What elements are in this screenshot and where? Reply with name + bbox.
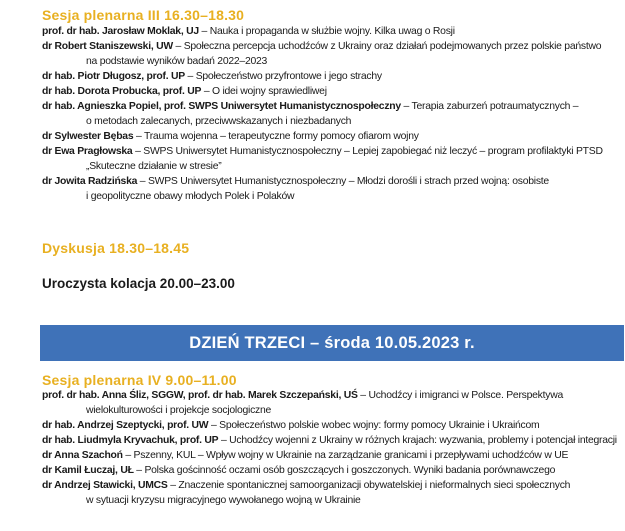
speaker-entry — [42, 84, 622, 99]
talk-title: – SWPS Uniwersytet Humanistycznospołeczny – Lepiej zapobiegać niż leczyć – program profilaktyki PTSD — [132, 146, 603, 157]
speaker-name: dr Anna Szachoń — [42, 450, 123, 461]
session-3-list — [42, 24, 622, 204]
speaker-entry — [42, 144, 622, 174]
talk-title: – Nauka i propaganda w służbie wojny. Kilka uwag o Rosji — [198, 26, 455, 37]
speaker-name: dr Jowita Radzińska — [42, 176, 138, 187]
session-4-title: Sesja plenarna IV 9.00–11.00 — [42, 372, 237, 388]
speaker-name: dr Ewa Pragłowska — [42, 146, 133, 157]
speaker-entry — [42, 24, 622, 39]
talk-title: – Pszenny, KUL – Wpływ wojny w Ukrainie na zarządzanie granicami i przepływami uchodźców w UE — [122, 450, 569, 461]
speaker-entry — [42, 433, 622, 448]
speaker-name: dr Sylwester Bębas — [42, 131, 134, 142]
talk-title: – Uchodźcy wojenni z Ukrainy w różnych krajach: wyzwania, problemy i potencjał integracji — [218, 435, 617, 446]
talk-title-continued: „Skuteczne działanie w stresie” — [86, 161, 222, 172]
talk-title: – Terapia zaburzeń potraumatycznych – — [400, 101, 579, 112]
speaker-entry — [42, 478, 622, 508]
speaker-entry — [42, 418, 622, 433]
talk-title-continued: o metodach zalecanych, przeciwwskazanych i niezbadanych — [86, 116, 352, 127]
talk-title: – Trauma wojenna – terapeutyczne formy pomocy ofiarom wojny — [133, 131, 419, 142]
dinner-title — [42, 276, 235, 291]
speaker-name: prof. dr hab. Anna Śliz, SGGW, prof. dr hab. Marek Szczepański, UŚ — [42, 390, 358, 401]
speaker-entry — [42, 448, 622, 463]
talk-title-continued: na podstawie wyników badań 2022–2023 — [86, 56, 268, 67]
talk-title: – Społeczeństwo przyfrontowe i jego strachy — [184, 71, 382, 82]
speaker-name: prof. dr hab. Jarosław Moklak, UJ — [42, 26, 199, 37]
speaker-entry — [42, 174, 622, 204]
speaker-entry — [42, 39, 622, 69]
talk-title: – Znaczenie spontanicznej samoorganizacji obywatelskiej i nieformalnych sieci społecznych — [167, 480, 571, 491]
speaker-name: dr hab. Andrzej Szeptycki, prof. UW — [42, 420, 209, 431]
speaker-entry — [42, 129, 622, 144]
speaker-entry — [42, 69, 622, 84]
speaker-entry — [42, 388, 622, 418]
talk-title-continued: w sytuacji kryzysu migracyjnego wywołanego wojną w Ukrainie — [86, 495, 361, 506]
speaker-name: dr hab. Agnieszka Popiel, prof. SWPS Uniwersytet Humanistycznospołeczny — [42, 101, 401, 112]
talk-title: – SWPS Uniwersytet Humanistycznospołeczny – Młodzi dorośli i strach przed wojną: osobiste — [137, 176, 549, 187]
speaker-name: dr Andrzej Stawicki, UMCS — [42, 480, 168, 491]
talk-title: – Polska gościnność oczami osób goszczących i goszczonych. Wyniki badania porównawczego — [133, 465, 556, 476]
session-4-list — [42, 388, 622, 508]
speaker-entry — [42, 463, 622, 478]
dinner-text: Uroczysta kolacja 20.00–23.00 — [42, 276, 235, 291]
speaker-entry — [42, 99, 622, 129]
talk-title: – O idei wojny sprawiedliwej — [201, 86, 327, 97]
speaker-name: dr hab. Dorota Probucka, prof. UP — [42, 86, 202, 97]
talk-title: – Uchodźcy i imigranci w Polsce. Perspektywa — [357, 390, 563, 401]
talk-title: – Społeczeństwo polskie wobec wojny: formy pomocy Ukrainie i Ukraińcom — [208, 420, 540, 431]
day-three-banner-title: DZIEŃ TRZECI – środa 10.05.2023 r. — [189, 334, 475, 352]
speaker-name: dr hab. Piotr Długosz, prof. UP — [42, 71, 185, 82]
talk-title-continued: i geopolityczne obawy młodych Polek i Polaków — [86, 191, 295, 202]
speaker-name: dr Kamil Łuczaj, UŁ — [42, 465, 134, 476]
discussion-title: Dyskusja 18.30–18.45 — [42, 240, 190, 256]
talk-title-continued: wielokulturowości i projekcje socjologiczne — [86, 405, 272, 416]
speaker-name: dr Robert Staniszewski, UW — [42, 41, 173, 52]
day-three-banner — [40, 325, 624, 361]
talk-title: – Społeczna percepcja uchodźców z Ukrainy oraz działań podejmowanych przez polskie państwo — [172, 41, 602, 52]
speaker-name: dr hab. Liudmyla Kryvachuk, prof. UP — [42, 435, 219, 446]
session-3-title: Sesja plenarna III 16.30–18.30 — [42, 7, 245, 23]
